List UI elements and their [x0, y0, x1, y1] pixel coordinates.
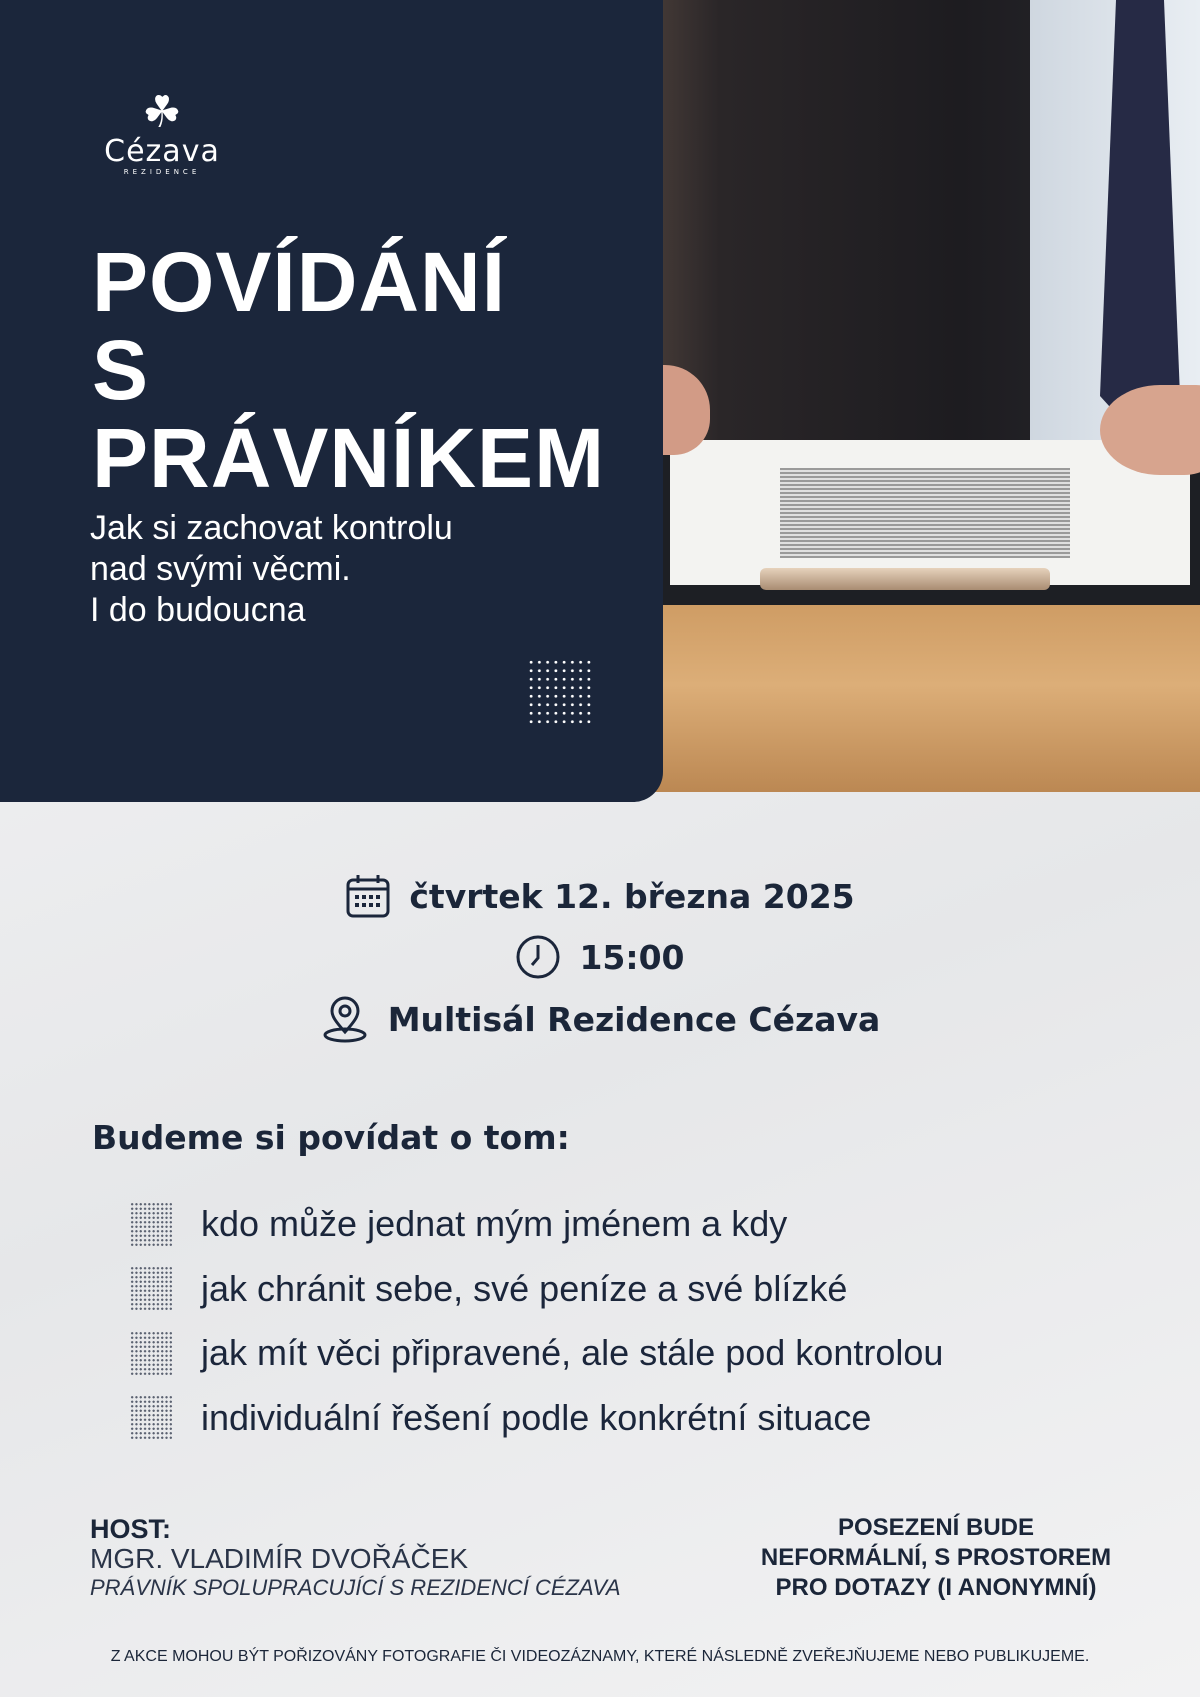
- host-label: HOST:: [90, 1514, 171, 1544]
- note-line: NEFORMÁLNÍ, S PROSTOREM: [760, 1544, 1112, 1571]
- note-line: POSEZENÍ BUDE: [837, 1514, 1035, 1541]
- topics-list: [130, 1192, 943, 1450]
- title-line: POVÍDÁNÍ: [92, 235, 507, 329]
- subtitle-line: Jak si zachovat kontrolu: [90, 509, 453, 547]
- topics-heading: Budeme si povídat o tom:: [92, 1118, 570, 1157]
- dot-square-bullet-icon: [130, 1202, 173, 1247]
- list-item-text: kdo může jednat mým jménem a kdy: [201, 1203, 788, 1245]
- dot-square-bullet-icon: [130, 1395, 173, 1440]
- subtitle: [90, 508, 453, 631]
- clover-icon: ☘: [142, 87, 182, 138]
- lawyer-signing-photo: [600, 0, 1200, 792]
- host-role: PRÁVNÍK SPOLUPRACUJÍCÍ S REZIDENCÍ CÉZAVA: [90, 1575, 621, 1600]
- logo-subtitle: REZIDENCE: [123, 168, 201, 176]
- title-line: S: [92, 323, 150, 417]
- host-name: MGR. VLADIMÍR DVOŘÁČEK: [90, 1543, 469, 1574]
- list-item-text: jak mít věci připravené, ale stále pod kontrolou: [201, 1332, 944, 1374]
- location-pin-icon: [320, 994, 370, 1044]
- event-time: [0, 934, 1200, 980]
- list-item-text: jak chránit sebe, své peníze a své blízké: [201, 1267, 848, 1309]
- list-item-text: individuální řešení podle konkrétní situace: [201, 1396, 872, 1438]
- list-item: [130, 1321, 943, 1386]
- clock-icon: [515, 934, 561, 980]
- informal-note: [736, 1513, 1136, 1603]
- event-place: [0, 994, 1200, 1044]
- list-item: [130, 1257, 943, 1322]
- subtitle-line: I do budoucna: [90, 591, 306, 629]
- host-info: [90, 1514, 621, 1602]
- time-text: 15:00: [579, 937, 685, 977]
- list-item: [130, 1192, 943, 1257]
- photo-disclaimer: Z AKCE MOHOU BÝT POŘIZOVÁNY FOTOGRAFIE ČI VIDEOZÁZNAMY, KTERÉ NÁSLEDNĚ ZVEŘEJŇUJEME NEBO PUBLIKUJEME.: [110, 1648, 1090, 1665]
- dot-pattern: [527, 658, 593, 726]
- title-line: PRÁVNÍKEM: [92, 411, 606, 505]
- page-title: [92, 235, 606, 505]
- title-panel: [0, 0, 663, 802]
- dot-square-bullet-icon: [130, 1331, 173, 1376]
- place-text: Multisál Rezidence Cézava: [387, 999, 881, 1039]
- note-line: PRO DOTAZY (I ANONYMNÍ): [775, 1574, 1097, 1601]
- dot-square-bullet-icon: [130, 1266, 173, 1311]
- logo-name: Cézava: [104, 134, 220, 169]
- list-item: [130, 1386, 943, 1451]
- calendar-icon: [345, 873, 391, 919]
- logo: [92, 87, 232, 176]
- date-text: čtvrtek 12. března 2025: [409, 876, 855, 916]
- subtitle-line: nad svými věcmi.: [90, 550, 351, 588]
- event-date: [0, 873, 1200, 919]
